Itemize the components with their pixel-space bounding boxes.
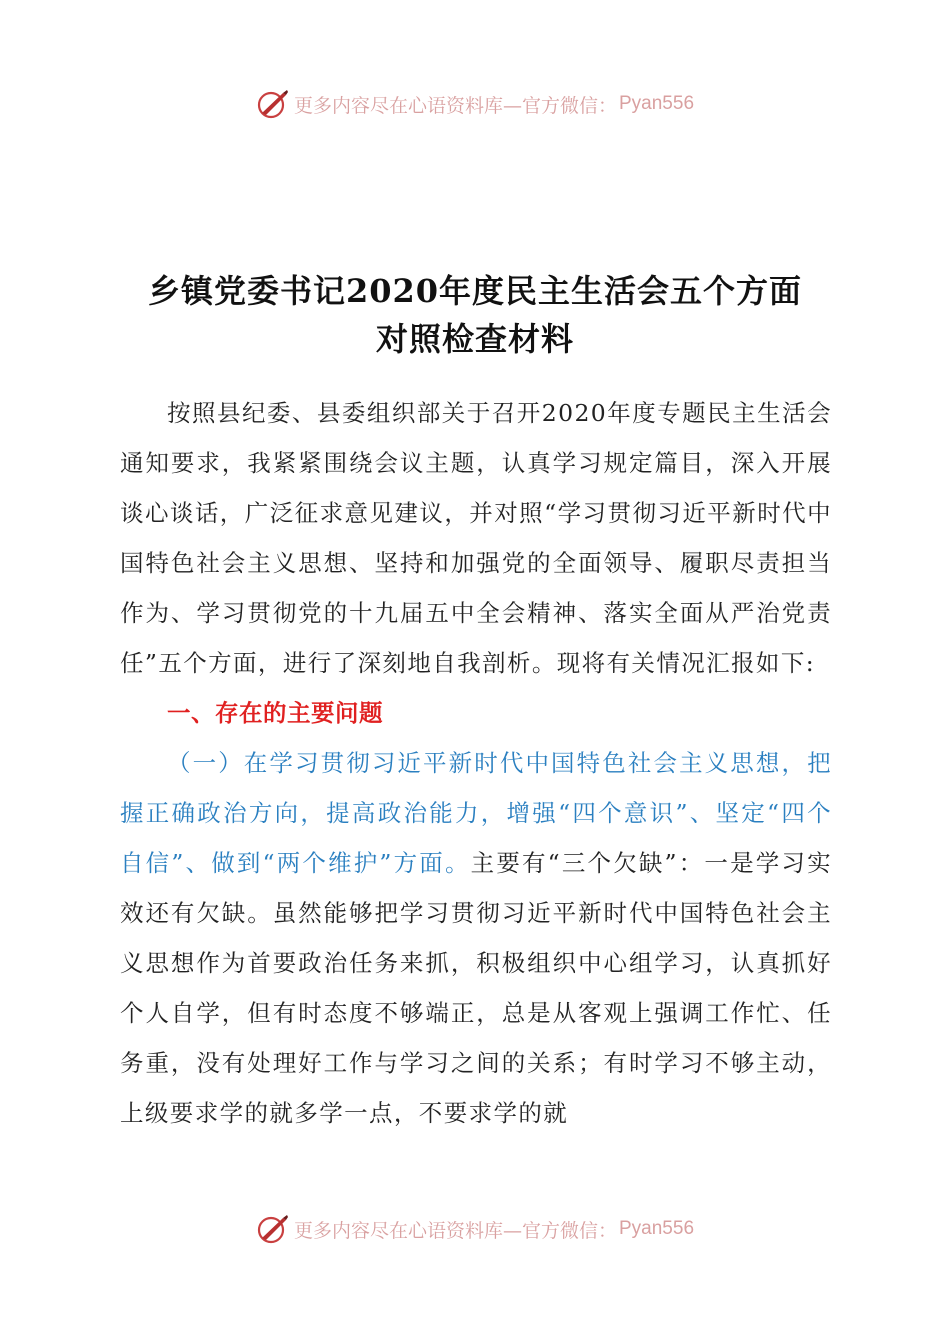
watermark-wechat-id: Pyan556	[619, 1218, 695, 1239]
section-heading: 一、存在的主要问题	[167, 699, 383, 727]
intro-paragraph: 按照县纪委、县委组织部关于召开2020年度专题民主生活会通知要求，我紧紧围绕会议主题，认真学习规定篇目，深入开展谈心谈话，广泛征求意见建议，并对照“学习贯彻习近平新时代中国特色社会主义思想、坚持和加强党的全面领导、履职尽责担当作为、学习贯彻党的十九届五中全会精神、落实全面从严治党责任”五个方面，进行了深刻地自我剖析。现将有关情况汇报如下:	[120, 399, 832, 677]
document-title-line2: 对照检查材料	[375, 320, 574, 358]
pen-logo-icon	[256, 87, 290, 121]
pen-logo-icon	[256, 1212, 290, 1246]
watermark-text: 更多内容尽在心语资料库—官方微信：	[293, 1219, 617, 1242]
watermark-header	[0, 84, 950, 124]
watermark-text: 更多内容尽在心语资料库—官方微信：	[293, 94, 617, 117]
document-body	[120, 388, 832, 1138]
subsection-paragraph	[120, 738, 832, 1138]
watermark-wechat-id: Pyan556	[619, 93, 695, 114]
watermark-footer	[0, 1209, 950, 1249]
subsection-text: 主要有“三个欠缺”：一是学习实效还有欠缺。虽然能够把学习贯彻习近平新时代中国特色社会主义思想作为首要政治任务来抓，积极组织中心组学习，认真抓好个人自学，但有时态度不够端正，总是从客观上强调工作忙、任务重，没有处理好工作与学习之间的关系；有时学习不够主动，上级要求学的就多学一点，不要求学的就	[120, 849, 832, 1127]
subsection-heading: （一）在学习贯彻习近平新时代中国特色社会主义思想，把握正确政治方向，提高政治能力，增强“四个意识”、坚定“四个自信”、做到“两个维护”方面。	[120, 749, 832, 877]
document-title-line1: 乡镇党委书记2020年度民主生活会五个方面	[147, 272, 803, 310]
